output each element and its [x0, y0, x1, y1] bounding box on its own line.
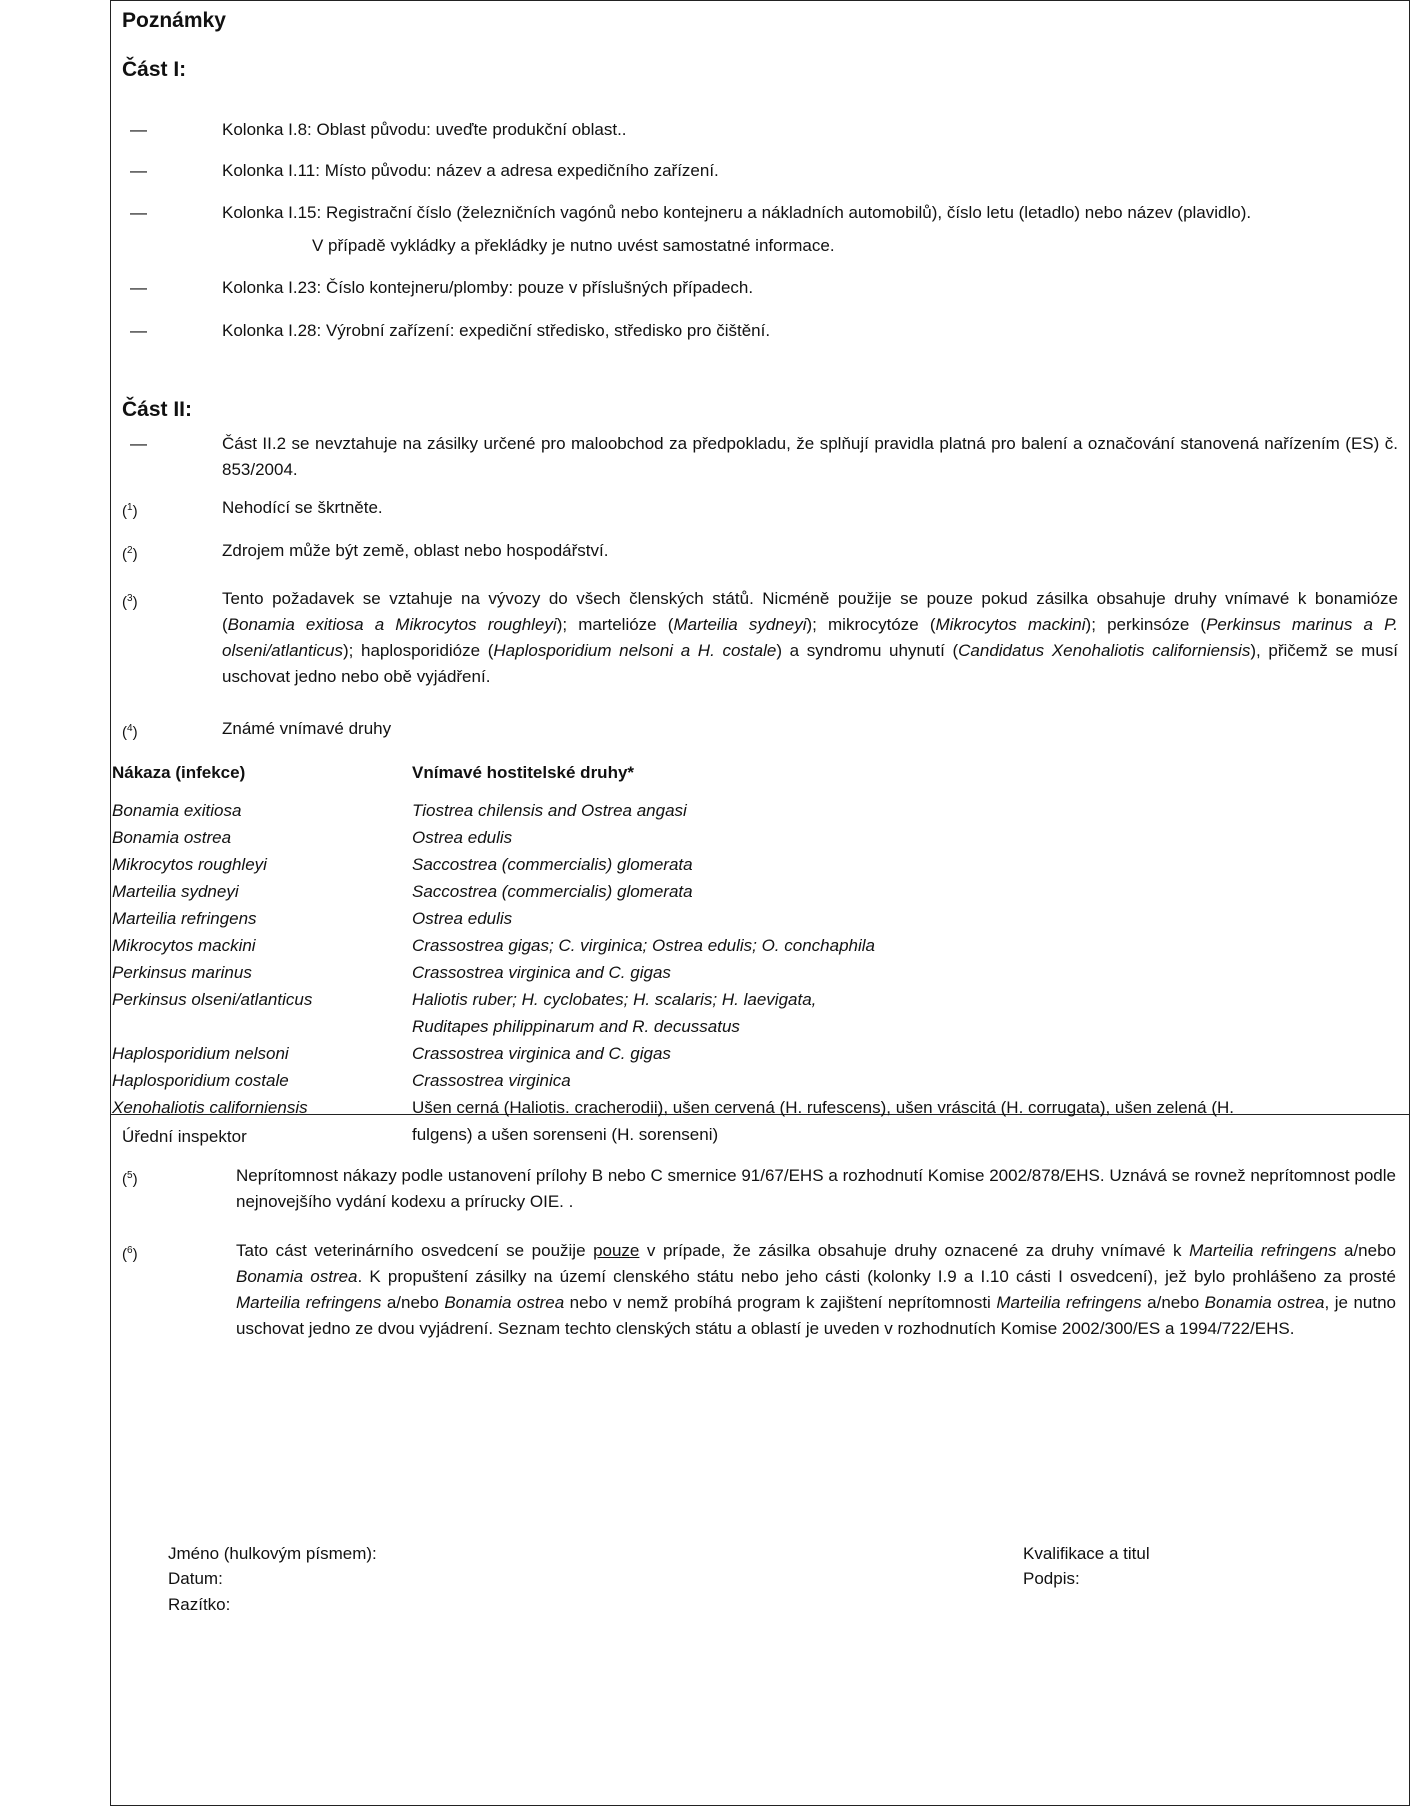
note-4-text: Známé vnímavé druhy [222, 719, 392, 738]
table-row: Mikrocytos roughleyi Saccostrea (commercialis) glomerata [112, 855, 693, 874]
part1-mark: — [130, 203, 147, 222]
part1-item-0: Kolonka I.8: Oblast původu: uveďte produkční oblast.. [222, 120, 627, 139]
part2-heading: Část II: [122, 398, 193, 421]
qualification-label: Kvalifikace a titul [1023, 1544, 1150, 1563]
note-1-text: Nehodící se škrtněte. [222, 498, 383, 517]
part1-mark: — [130, 161, 147, 180]
table-row: Perkinsus marinus Crassostrea virginica and C. gigas [112, 963, 671, 982]
note-number: ($^3$) [122, 593, 138, 611]
note-6-text: Tato cást veterinárního osvedcení se použije pouze v prípade, že zásilka obsahuje druhy oznacené za druhy vnímavé k Marteilia refringens a/nebo Bonamia ostrea. K propuštení zásilky na území clenského státu nebo jeho cásti (kolonky I.9 a I.10 cásti I osvedcení), jež bylo prohlášeno za prosté Marteilia refringens a/nebo Bonamia ostrea nebo v nemž probíhá program k zajištení neprítomnosti Marteilia refringens a/nebo Bonamia ostrea, je nutno uschovat jedno ze dvou vyjádrení. Seznam techto clenských státu a oblastí je uveden v rozhodnutích Komise 2002/300/ES a 1994/722/EHS. [236, 1241, 1396, 1338]
table-row: Bonamia ostrea Ostrea edulis [112, 828, 513, 847]
susceptible-species-table [112, 759, 1262, 1148]
part1-item-1: Kolonka I.11: Místo původu: název a adresa expedičního zařízení. [222, 161, 719, 180]
part1-mark: — [130, 120, 147, 139]
note-number: ($^5$) [122, 1170, 138, 1188]
table-row: Marteilia refringens Ostrea edulis [112, 909, 513, 928]
part2-intro-text: Část II.2 se nevztahuje na zásilky určené pro maloobchod za předpokladu, že splňují pravidla platná pro balení a označování stanovená nařízením (ES) č. 853/2004. [222, 434, 1398, 479]
part1-mark: — [130, 278, 147, 297]
table-row: Marteilia sydneyi Saccostrea (commercialis) glomerata [112, 882, 693, 901]
table-row: Mikrocytos mackini Crassostrea gigas; C. virginica; Ostrea edulis; O. conchaphila [112, 936, 875, 955]
note-number: ($^2$) [122, 545, 138, 563]
part1-item-2: Kolonka I.15: Registrační číslo (železničních vagónů nebo kontejneru a nákladních automobilů), číslo letu (letadlo) nebo název (plavidlo). [222, 203, 1252, 222]
table-row: Bonamia exitiosa Tiostrea chilensis and Ostrea angasi [112, 801, 687, 820]
date-label: Datum: [168, 1569, 223, 1588]
note-5-text: Neprítomnost nákazy podle ustanovení prílohy B nebo C smernice 91/67/EHS a rozhodnutí Komise 2002/878/EHS. Uznává se rovnež neprítomnost podle nejnovejšího vydání kodexu a prírucky OIE. . [236, 1166, 1396, 1211]
part1-mark: — [130, 321, 147, 340]
note-3-text: Tento požadavek se vztahuje na vývozy do všech členských států. Nicméně použije se pouze pokud zásilka obsahuje druhy vnímavé k bonamióze (Bonamia exitiosa a Mikrocytos roughleyi); martelióze (Marteilia sydneyi); mikrocytóze (Mikrocytos mackini); perkinsóze (Perkinsus marinus a P. olseni/atlanticus); haplosporidióze (Haplosporidium nelsoni a H. costale) a syndromu uhynutí (Candidatus Xenohaliotis californiensis), přičemž se musí uschovat jedno nebo obě vyjádření. [222, 589, 1398, 686]
table-header [112, 759, 1262, 786]
page-title: Poznámky [122, 9, 226, 32]
part1-item-2-line2: V případě vykládky a překládky je nutno uvést samostatné informace. [312, 236, 835, 255]
note-number: ($^4$) [122, 723, 138, 741]
part2-intro-mark: — [130, 434, 147, 453]
table-row: Haplosporidium costale Crassostrea virginica [112, 1071, 571, 1090]
col-disease-header: Nákaza (infekce) [112, 763, 246, 782]
note-number: ($^1$) [122, 502, 138, 520]
note-2-text: Zdrojem může být země, oblast nebo hospodářství. [222, 541, 609, 560]
part1-item-4: Kolonka I.28: Výrobní zařízení: expediční středisko, středisko pro čištění. [222, 321, 771, 340]
part1-heading: Část I: [122, 58, 187, 81]
signature-label: Podpis: [1023, 1569, 1080, 1588]
part1-item-3: Kolonka I.23: Číslo kontejneru/plomby: pouze v příslušných případech. [222, 278, 754, 297]
note-number: ($^6$) [122, 1245, 138, 1263]
table-row: Haplosporidium nelsoni Crassostrea virginica and C. gigas [112, 1044, 671, 1063]
name-label: Jméno (hulkovým písmem): [168, 1544, 377, 1563]
col-hosts-header: Vnímavé hostitelské druhy* [412, 763, 635, 782]
table-row: Perkinsus olseni/atlanticus Haliotis ruber; H. cyclobates; H. scalaris; H. laevigata, Ruditapes philippinarum and R. decussatus [112, 990, 817, 1036]
stamp-label: Razítko: [168, 1595, 231, 1614]
inspector-heading: Úřední inspektor [122, 1127, 247, 1146]
table-row: Xenohaliotis californiensis Ušen cerná (Haliotis. cracherodii), ušen cervená (H. rufescens), ušen vráscitá (H. corrugata), ušen zelená (H. fulgens) a ušen sorenseni (H. sorenseni) [112, 1098, 1235, 1144]
